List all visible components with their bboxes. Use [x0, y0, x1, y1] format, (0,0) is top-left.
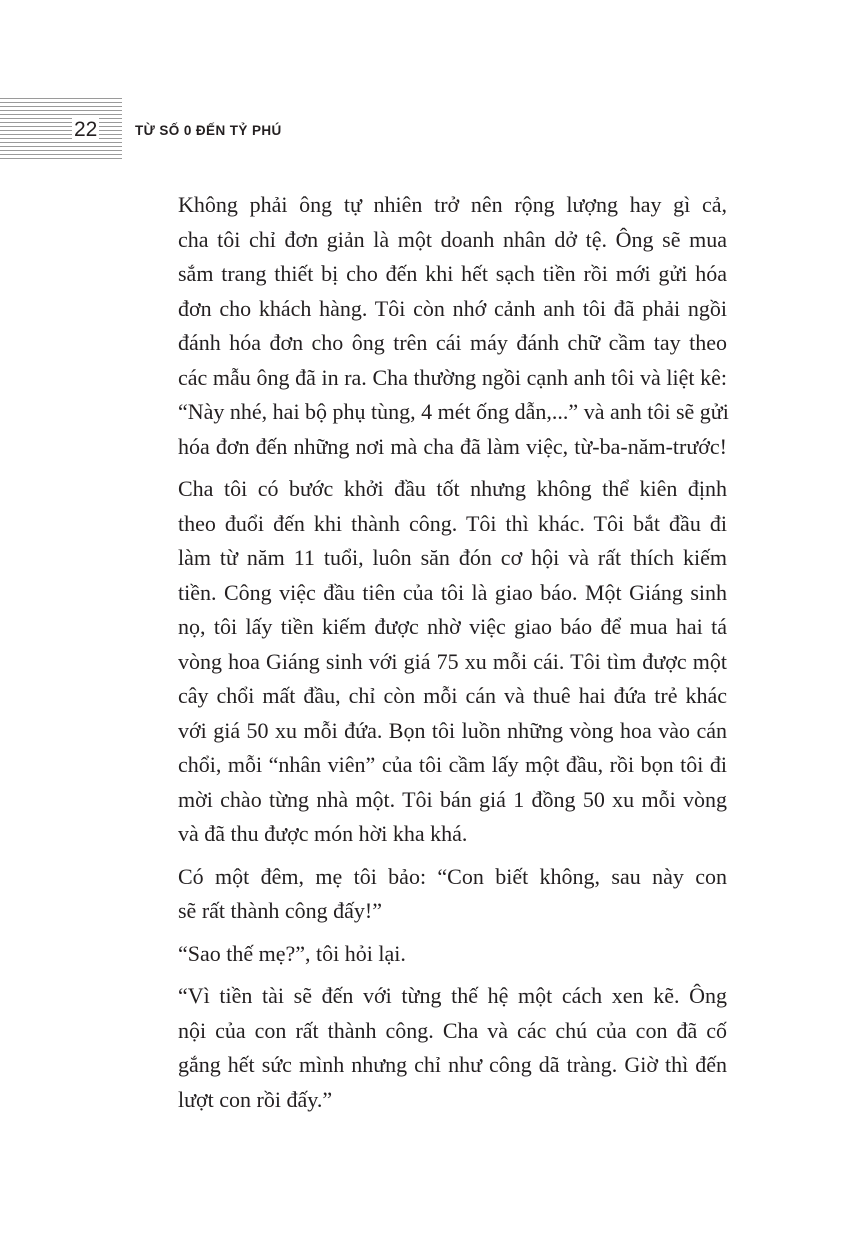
text-line: đơn cho khách hàng. Tôi còn nhớ cảnh anh tôi đã phải ngồi [178, 295, 727, 321]
text-line: Cha tôi có bước khởi đầu tốt nhưng không thể kiên định [178, 476, 727, 501]
paragraph-5 [137, 979, 727, 1117]
text-line: Có một đêm, mẹ tôi bảo: “Con biết không, sau này con [178, 863, 727, 889]
text-line: theo đuổi đến khi thành công. Tôi thì khác. Tôi bắt đầu đi [178, 510, 727, 536]
text-line: làm từ năm 11 tuổi, luôn săn đón cơ hội và rất thích kiếm [178, 545, 727, 570]
paragraph-4 [137, 937, 727, 972]
text-line: mời chào từng nhà một. Tôi bán giá 1 đồng 50 xu mỗi vòng [178, 786, 727, 812]
text-line: Không phải ông tự nhiên trở nên rộng lượng hay gì cả, [178, 192, 727, 217]
text-line: nội của con rất thành công. Cha và các chú của con đã cố [178, 1017, 727, 1043]
paragraph-3 [137, 860, 727, 929]
text-line: đánh hóa đơn cho ông trên cái máy đánh chữ cầm tay theo [178, 330, 727, 355]
text-line: “Này nhé, hai bộ phụ tùng, 4 mét ống dẫn,...” và anh tôi sẽ gửi [178, 399, 729, 424]
text-line: cây chổi mất đầu, chỉ còn mỗi cán và thuê hai đứa trẻ khác [178, 683, 727, 708]
body-text [137, 188, 727, 1125]
paragraph-1 [137, 188, 727, 464]
text-line: với giá 50 xu mỗi đứa. Bọn tôi luồn những vòng hoa vào cán [178, 717, 727, 743]
text-line: các mẫu ông đã in ra. Cha thường ngồi cạnh anh tôi và liệt kê: [178, 364, 727, 390]
text-line: chổi, mỗi “nhân viên” của tôi cầm lấy một đầu, rồi bọn tôi đi [178, 752, 727, 777]
page-header [0, 98, 844, 160]
text-line: tiền. Công việc đầu tiên của tôi là giao báo. Một Giáng sinh [178, 579, 727, 605]
text-line: cha tôi chỉ đơn giản là một doanh nhân dở tệ. Ông sẽ mua [178, 226, 727, 252]
header-stripes-decoration [0, 98, 122, 160]
text-line: gắng hết sức mình nhưng chỉ như công dã tràng. Giờ thì đến [178, 1052, 727, 1077]
text-line: hóa đơn đến những nơi mà cha đã làm việc, từ-ba-năm-trước! [178, 433, 727, 459]
text-line: sẽ rất thành công đấy!” [178, 898, 383, 923]
text-line: “Vì tiền tài sẽ đến với từng thế hệ một cách xen kẽ. Ông [178, 983, 727, 1008]
paragraph-2 [137, 472, 727, 852]
running-title: TỪ SỐ 0 ĐẾN TỶ PHÚ [135, 123, 282, 138]
text-line: nọ, tôi lấy tiền kiếm được nhờ việc giao báo để mua hai tá [178, 614, 727, 639]
text-line: “Sao thế mẹ?”, tôi hỏi lại. [178, 940, 406, 966]
text-line: sắm trang thiết bị cho đến khi hết sạch tiền rồi mới gửi hóa [178, 261, 727, 286]
page-number: 22 [74, 118, 98, 141]
text-line: và đã thu được món hời kha khá. [178, 821, 468, 846]
text-line: vòng hoa Giáng sinh với giá 75 xu mỗi cái. Tôi tìm được một [178, 648, 727, 674]
text-line: lượt con rồi đấy.” [178, 1086, 333, 1112]
